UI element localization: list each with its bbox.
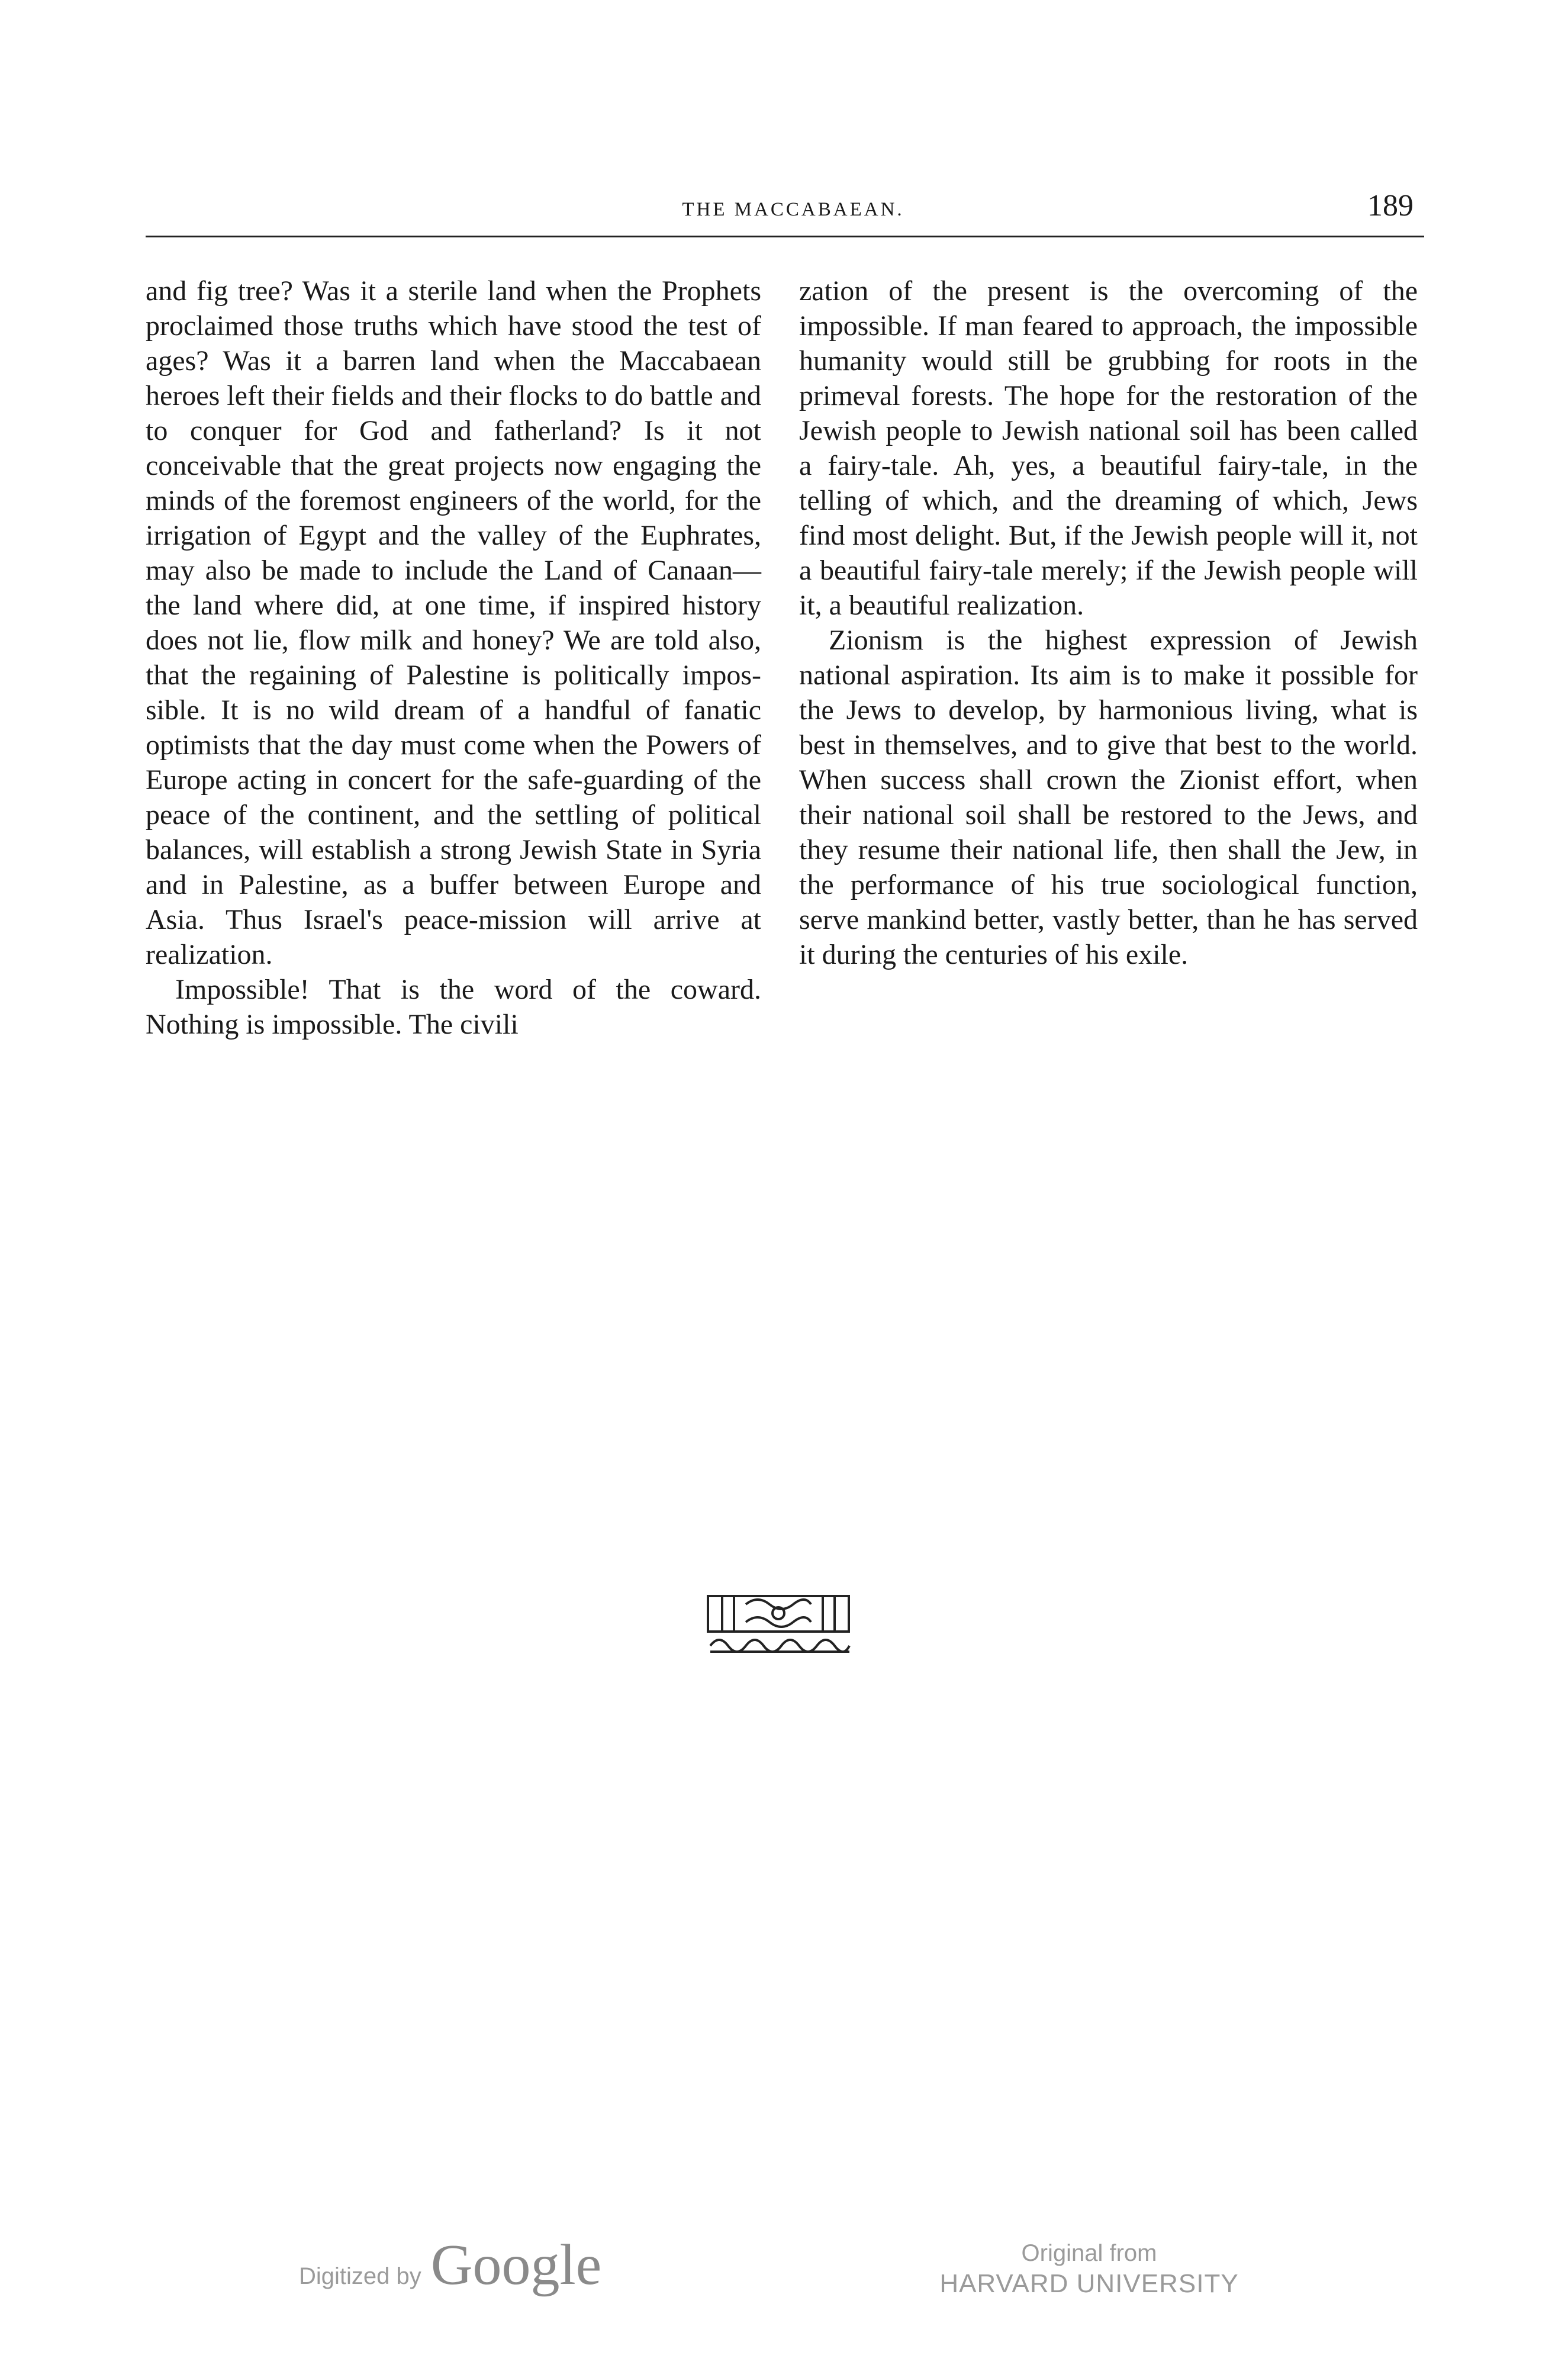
original-source-watermark bbox=[923, 2239, 1255, 2301]
ornament-icon bbox=[704, 1592, 852, 1658]
running-header: THE MACCABAEAN. bbox=[682, 199, 904, 220]
google-logo: Google bbox=[430, 2233, 602, 2297]
original-source: HARVARD UNIVERSITY bbox=[939, 2269, 1239, 2298]
left-paragraph-1: and fig tree? Was it a sterile land when the Prophets proclaimed those truths which have stood the test of ages? Was it a barren land when the Maccabaean heroes left their fields and their flocks to do battle and to conquer for God and fatherland? Is it not conceivable that the great projects now engaging the minds of the foremost engineers of the world, for the irrigation of Egypt and the valley of the Euphrates, may also be made to include the Land of Canaan—the land where did, at one time, if inspired history does not lie, flow milk and honey? We are told also, that the regaining of Palestine is politically impossible. It is no wild dream of a handful of fanatic optimists that the day must come when the Powers of Europe acting in concert for the safe-guarding of the peace of the continent, and the settling of political balances, will establish a strong Jewish State in Syria and in Palestine, as a buffer between Europe and Asia. Thus Israel's peace-mission will arrive at realization. bbox=[146, 275, 761, 970]
left-paragraph-2: Impossible! That is the word of the coward. Nothing is impossible. The civili bbox=[146, 974, 761, 1040]
header-rule bbox=[146, 236, 1424, 237]
left-column bbox=[146, 274, 761, 1042]
original-label: Original from bbox=[1021, 2240, 1157, 2266]
right-column bbox=[799, 274, 1418, 972]
right-paragraph-1: zation of the present is the overcoming of the impossible. If man feared to approach, the impossible humanity would still be grubbing for roots in the primeval forests. The hope for the restoration of the Jewish people to Jewish national soil has been called a fairy-tale. Ah, yes, a beautiful fairy-tale, in the telling of which, and the dreaming of which, Jews find most delight. But, if the Jewish people will it, not a beautiful fairy-tale merely; if the Jewish people will it, a beautiful realization. bbox=[799, 275, 1418, 621]
digitized-by-watermark bbox=[299, 2232, 601, 2298]
right-paragraph-2: Zionism is the highest expression of Jewish national aspiration. Its aim is to make it possible for the Jews to develop, by harmonious living, what is best in themselves, and to give that best to the world. When success shall crown the Zionist effort, when their national soil shall be restored to the Jews, and they resume their national life, then shall the Jew, in the performance of his true sociological function, serve mankind better, vastly better, than he has served it during the centuries of his exile. bbox=[799, 625, 1418, 970]
page-number: 189 bbox=[1367, 189, 1414, 223]
digitized-label: Digitized by bbox=[299, 2263, 421, 2289]
